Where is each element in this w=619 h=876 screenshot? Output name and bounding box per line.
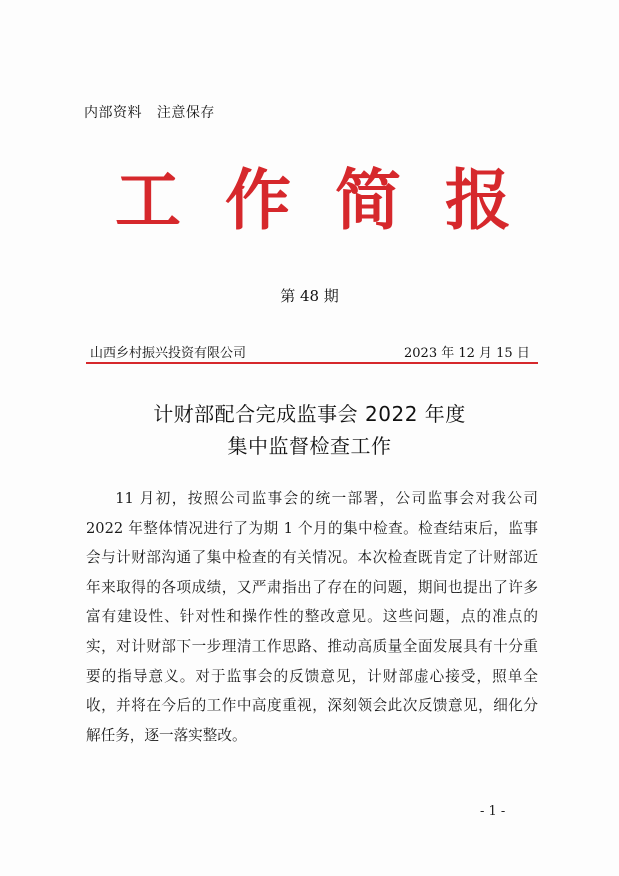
masthead-char: 工 — [115, 161, 181, 239]
confidential-label: 内部资料 注意保存 — [84, 105, 215, 121]
page-number: - 1 - — [480, 804, 506, 819]
article-title-line-2: 集中监督检查工作 — [227, 434, 392, 458]
article-title-line-1: 计财部配合完成监事会 2022 年度 — [153, 402, 466, 426]
masthead-char: 报 — [445, 161, 511, 239]
issue-number: 第 48 期 — [280, 287, 339, 305]
header-divider — [86, 362, 538, 364]
issue-date: 2023 年 12 月 15 日 — [404, 346, 530, 361]
masthead-char: 作 — [225, 161, 291, 239]
masthead-char: 简 — [335, 161, 401, 239]
issuer-name: 山西乡村振兴投资有限公司 — [90, 346, 247, 361]
body-paragraph: 11 月初，按照公司监事会的统一部署，公司监事会对我公司 2022 年整体情况进行了为期 1 个月的集中检查。检查结束后，监事会与计财部沟通了集中检查的有关情况。本次检查既肯定了计财部近年来取得的各项成绩，又严肃指出了存在的问题，期间也提出了许多富有建设性、针对性和操作性的整改意见。这些问题，点的准点的实，对计财部下一步理清工作思路、推动高质量全面发展具有十分重要的指导意义。对于监事会的反馈意见，计财部虚心接受，照单全收，并将在今后的工作中高度重视，深刻领会此次反馈意见，细化分解任务，逐一落实整改。 — [86, 490, 538, 744]
masthead-title — [108, 160, 518, 240]
